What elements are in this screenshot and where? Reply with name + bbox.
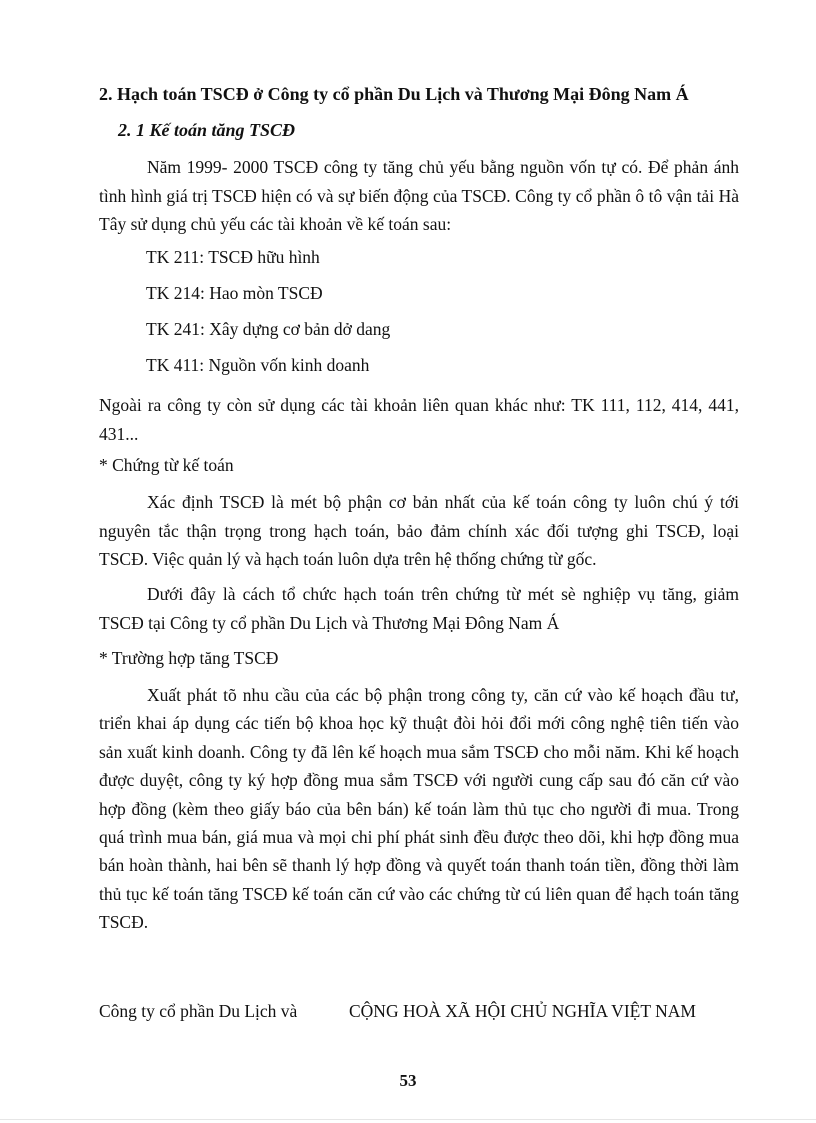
company-name-footer: Công ty cổ phần Du Lịch và — [99, 1001, 298, 1021]
increase-paragraph: Xuất phát tõ nhu cầu của các bộ phận trong công ty, căn cứ vào kế hoạch đầu tư, triển khai áp dụng các tiến bộ khoa học kỹ thuật đòi hỏi đổi mới công nghệ tiên tiến vào sản xuất kinh doanh. Công ty đã lên kế hoạch mua sắm TSCĐ cho mỗi năm. Khi kế hoạch được duyệt, công ty ký hợp đồng mua sắm TSCĐ với người cung cấp sau đó căn cứ vào hợp đồng (kèm theo giấy báo của bên bán) kế toán làm thủ tục cho người đi mua. Trong quá trình mua bán, giá mua và mọi chi phí phát sinh đều được theo dõi, khi hợp đồng mua bán hoàn thành, hai bên sẽ thanh lý hợp đồng và quyết toán thanh toán tiền, đồng thời làm thủ tục kế toán tăng TSCĐ kế toán căn cứ vào các chứng từ cú liên quan để hạch toán tăng TSCĐ. — [99, 685, 739, 933]
national-motto-footer: CỘNG HOÀ XÃ HỘI CHỦ NGHĨA VIỆT NAM — [349, 1001, 696, 1021]
vouchers-title: * Chứng từ kế toán — [99, 455, 234, 475]
intro-paragraph: Năm 1999- 2000 TSCĐ công ty tăng chủ yếu bằng nguồn vốn tự có. Để phản ánh tình hình giá trị TSCĐ hiện có và sự biến động của TSCĐ. Công ty cổ phần ô tô vận tải Hà Tây sử dụng chủ yếu các tài khoản về kế toán sau: — [99, 157, 739, 234]
increase-title: * Trường hợp tăng TSCĐ — [99, 648, 279, 668]
account-item: TK 241: Xây dựng cơ bản dở dang — [146, 319, 391, 339]
section-heading: 2. Hạch toán TSCĐ ở Công ty cổ phần Du Lịch và Thương Mại Đông Nam Á — [99, 84, 689, 104]
subsection-heading: 2. 1 Kế toán tăng TSCĐ — [118, 120, 296, 140]
organization-paragraph: Dưới đây là cách tổ chức hạch toán trên chứng từ mét sè nghiệp vụ tăng, giảm TSCĐ tại Công ty cổ phần Du Lịch và Thương Mại Đông Nam Á — [99, 584, 739, 633]
other-accounts-paragraph: Ngoài ra công ty còn sử dụng các tài khoản liên quan khác như: TK 111, 112, 414, 441, 431... — [99, 395, 739, 444]
account-item: TK 211: TSCĐ hữu hình — [146, 247, 320, 267]
page-number: 53 — [399, 1071, 417, 1090]
vouchers-paragraph: Xác định TSCĐ là mét bộ phận cơ bản nhất của kế toán công ty luôn chú ý tới nguyên tắc thận trọng trong hạch toán, bảo đảm chính xác đối tượng ghi TSCĐ, loại TSCĐ. Việc quản lý và hạch toán luôn dựa trên hệ thống chứng từ gốc. — [99, 492, 739, 569]
account-item: TK 214: Hao mòn TSCĐ — [146, 283, 323, 303]
account-item: TK 411: Nguồn vốn kinh doanh — [146, 355, 370, 375]
page-bottom-divider — [0, 1119, 816, 1120]
